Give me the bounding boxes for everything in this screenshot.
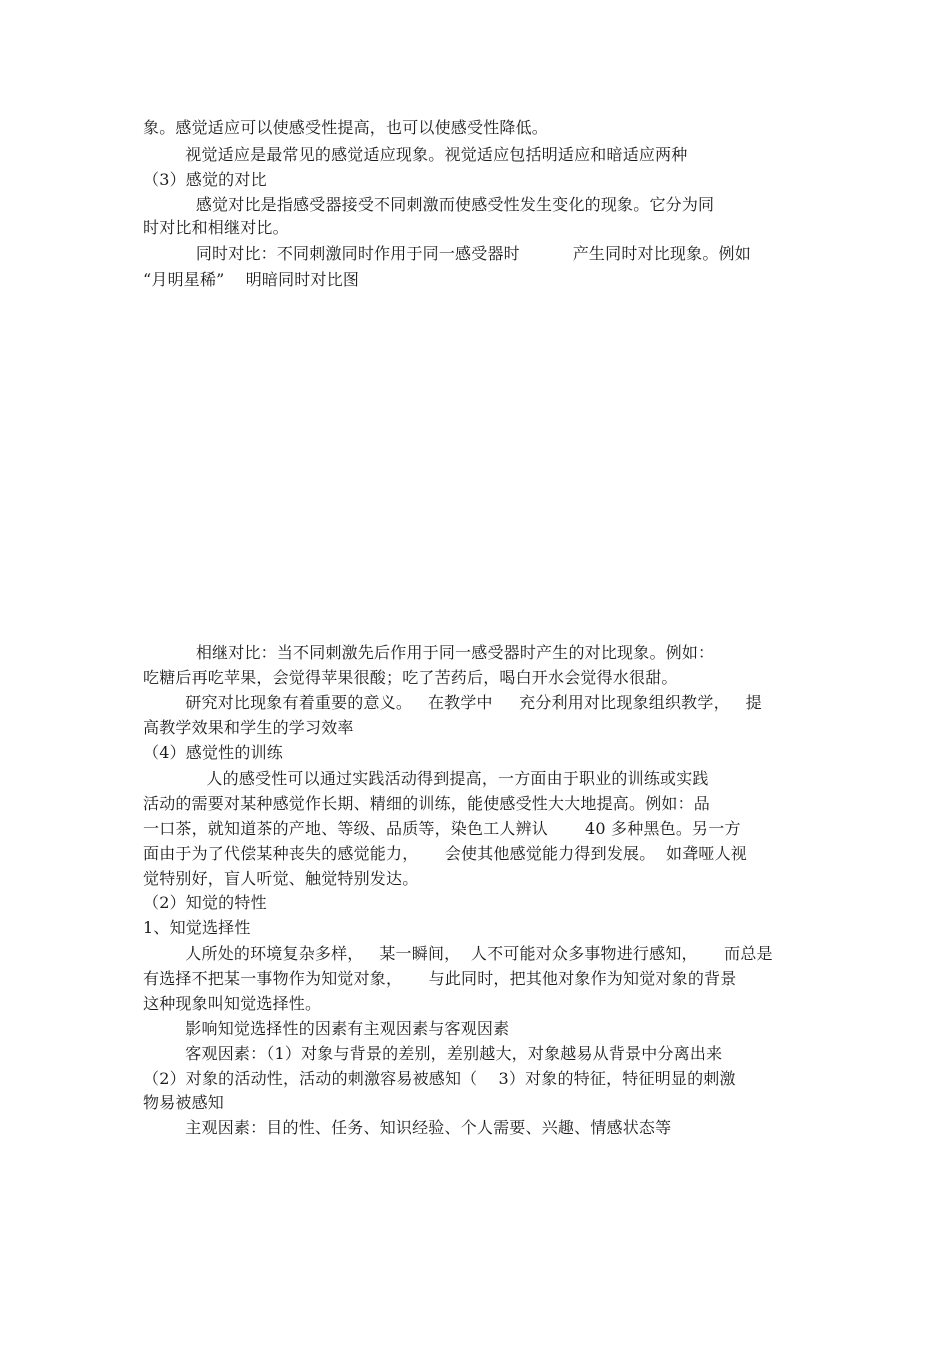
text-line: （2）对象的活动性，活动的刺激容易被感知（ 3）对象的特征，特征明显的刺激 — [143, 1069, 736, 1088]
text-line: 觉特别好，盲人听觉、触觉特别发达。 — [143, 869, 419, 888]
section-heading: （2）知觉的特性 — [143, 893, 267, 912]
text-line: 有选择不把某一事物作为知觉对象， 与此同时，把其他对象作为知觉对象的背景 — [143, 969, 737, 988]
text-line: 相继对比：当不同刺激先后作用于同一感受器时产生的对比现象。例如： — [143, 643, 715, 662]
text-line: 活动的需要对某种感觉作长期、精细的训练，能使感受性大大地提高。例如：品 — [143, 794, 711, 813]
text-line: 物易被感知 — [143, 1093, 225, 1112]
text-line: “月明星稀” 明暗同时对比图 — [143, 270, 360, 289]
text-line: 感觉对比是指感受器接受不同刺激而使感受性发生变化的现象。它分为同 — [143, 195, 715, 214]
text-line: 这种现象叫知觉选择性。 — [143, 994, 322, 1013]
text-line: 视觉适应是最常见的感觉适应现象。视觉适应包括明适应和暗适应两种 — [143, 145, 688, 164]
text-line: 时对比和相继对比。 — [143, 218, 289, 237]
text-line: 研究对比现象有着重要的意义。 在教学中 充分利用对比现象组织教学， 提 — [143, 693, 762, 712]
section-heading: （3）感觉的对比 — [143, 170, 267, 189]
text-line: 吃糖后再吃苹果，会觉得苹果很酸；吃了苦药后，喝白开水会觉得水很甜。 — [143, 668, 678, 687]
text-line: 人所处的环境复杂多样， 某一瞬间， 人不可能对众多事物进行感知， 而总是 — [143, 944, 773, 963]
text-line: 影响知觉选择性的因素有主观因素与客观因素 — [143, 1019, 510, 1038]
text-line: 象。感觉适应可以使感受性提高，也可以使感受性降低。 — [143, 118, 549, 137]
text-line: 主观因素：目的性、任务、知识经验、个人需要、兴趣、情感状态等 — [143, 1118, 672, 1137]
figure-placeholder — [143, 300, 803, 630]
text-line: 面由于为了代偿某种丧失的感觉能力， 会使其他感觉能力得到发展。 如聋哑人视 — [143, 844, 748, 863]
text-line: 同时对比：不同刺激同时作用于同一感受器时 产生同时对比现象。例如 — [143, 244, 751, 263]
section-heading: （4）感觉性的训练 — [143, 743, 283, 762]
text-line: 一口茶，就知道茶的产地、等级、品质等，染色工人辨认 40 多种黑色。另一方 — [143, 819, 741, 838]
subsection-heading: 1、知觉选择性 — [143, 918, 251, 937]
text-line: 客观因素：（1）对象与背景的差别，差别越大，对象越易从背景中分离出来 — [143, 1044, 723, 1063]
text-line: 人的感受性可以通过实践活动得到提高，一方面由于职业的训练或实践 — [143, 769, 709, 788]
text-line: 高教学效果和学生的学习效率 — [143, 718, 354, 737]
